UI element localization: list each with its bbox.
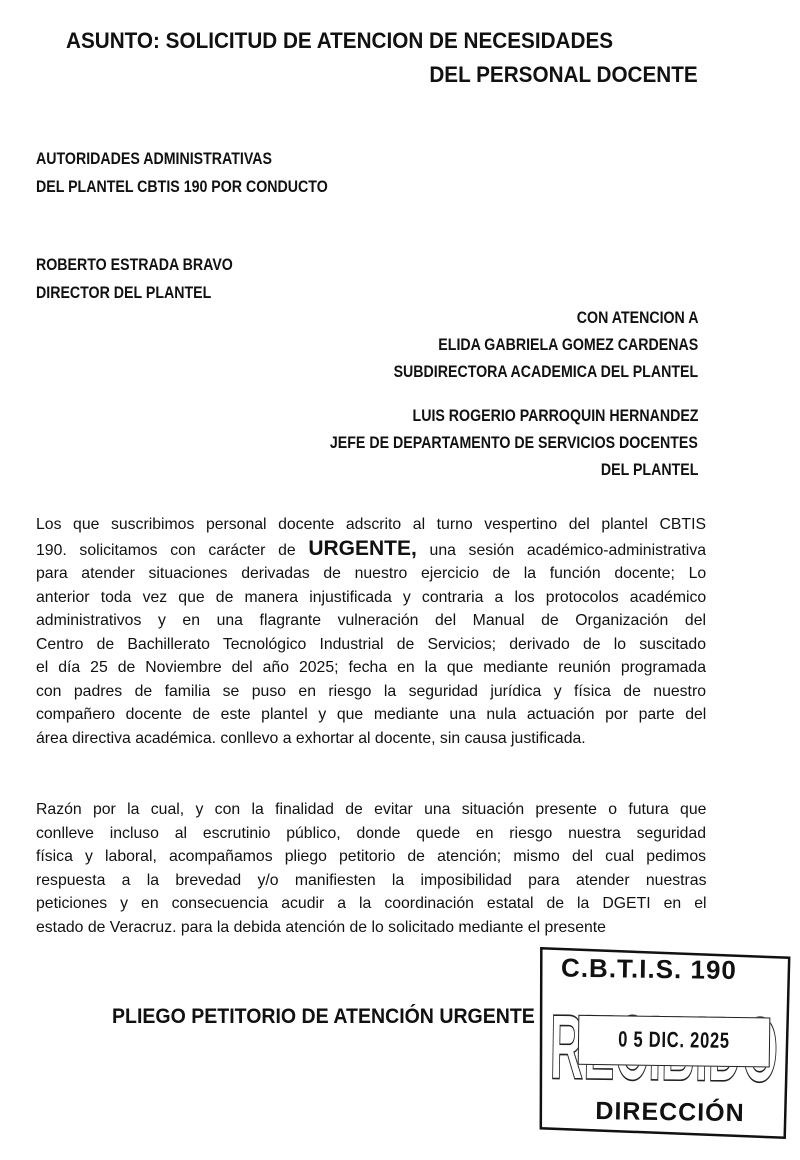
body-line: respuesta a la brevedad y/o manifiesten la imposibilidad para atender nuestras xyxy=(36,871,707,889)
addressee-title: DIRECTOR DEL PLANTEL xyxy=(36,284,212,302)
stamp-date-box xyxy=(578,1015,771,1068)
attention-person2-title-line1: JEFE DE DEPARTAMENTO DE SERVICIOS DOCENTES xyxy=(330,434,698,452)
body-line: física y laboral, acompañamos pliego petitorio de atención; mismo del cual pedimos xyxy=(36,848,706,865)
attention-person1-name: ELIDA GABRIELA GOMEZ CARDENAS xyxy=(438,336,698,354)
attention-person2-title-line2: DEL PLANTEL xyxy=(600,461,698,479)
body-paragraph-1 xyxy=(36,513,706,750)
stamp-date: 0 5 DIC. 2025 xyxy=(618,1026,730,1053)
body-line: Razón por la cual, y con la finalidad de evitar una situación presente o futura que xyxy=(36,801,707,818)
body-line: Los que suscribimos personal docente adscrito al turno vespertino del plantel CBTIS xyxy=(36,516,706,533)
body-line: área directiva académica. conllevo a exhortar al docente, sin causa justificada. xyxy=(36,729,586,747)
urgent-emphasis: URGENTE, xyxy=(308,536,417,560)
stamp-department: DIRECCIÓN xyxy=(595,1097,745,1128)
body-text: una sesión académico-administrativa xyxy=(416,541,706,559)
body-line: administrativos y en una flagrante vulneración del Manual de Organización del xyxy=(36,612,706,629)
attention-person1-title: SUBDIRECTORA ACADEMICA DEL PLANTEL xyxy=(393,363,698,381)
attention-label: CON ATENCION A xyxy=(576,309,698,327)
section-heading: PLIEGO PETITORIO DE ATENCIÓN URGENTE xyxy=(112,1005,535,1028)
body-line: Centro de Bachillerato Tecnológico Industrial de Servicios; derivado de lo suscitado xyxy=(36,635,706,653)
received-stamp xyxy=(537,946,792,1140)
body-line: el día 25 de Noviembre del año 2025; fecha en la que mediante reunión programada xyxy=(36,659,706,676)
body-line: peticiones y en consecuencia acudir a la coordinación estatal de la DGETI en el xyxy=(36,895,707,912)
body-text: 190. solicitamos con carácter de xyxy=(36,541,309,559)
stamp-institution: C.B.T.I.S. 190 xyxy=(560,952,738,986)
body-line: con padres de familia se puso en riesgo la seguridad jurídica y física de nuestro xyxy=(36,682,706,700)
subject-line-1: ASUNTO: SOLICITUD DE ATENCION DE NECESIDADES xyxy=(66,28,614,53)
body-line: anterior toda vez que de manera injustificada y contraria a los protocolos académico xyxy=(36,588,707,606)
body-line xyxy=(36,537,706,563)
addressee-name: ROBERTO ESTRADA BRAVO xyxy=(36,256,233,274)
addressee-line-2: DEL PLANTEL CBTIS 190 POR CONDUCTO xyxy=(36,178,328,196)
subject-line-2: DEL PERSONAL DOCENTE xyxy=(429,62,698,87)
body-line: conlleve incluso al escrutinio público, donde quede en riesgo nuestra seguridad xyxy=(36,824,706,842)
body-line: compañero docente de este plantel y que mediante una nula actuación por parte del xyxy=(36,706,707,723)
attention-person2-name: LUIS ROGERIO PARROQUIN HERNANDEZ xyxy=(412,407,698,425)
body-paragraph-2 xyxy=(36,798,706,939)
body-line: estado de Veracruz. para la debida atención de lo solicitado mediante el presente xyxy=(36,918,606,936)
addressee-line-1: AUTORIDADES ADMINISTRATIVAS xyxy=(36,150,272,168)
body-line: para atender situaciones derivadas de nuestro ejercicio de la función docente; Lo xyxy=(36,565,707,582)
